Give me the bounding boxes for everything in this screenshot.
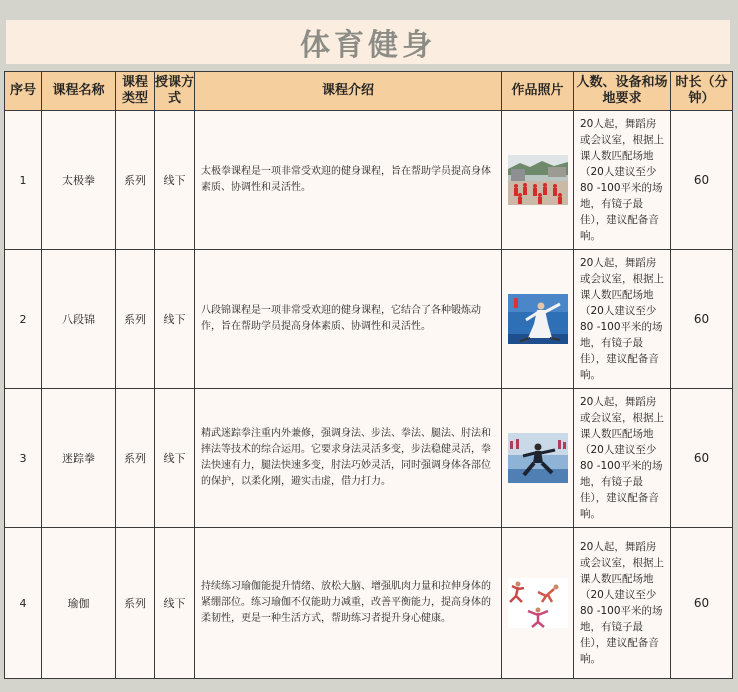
cell-duration: 60: [671, 389, 733, 528]
cell-duration: 60: [671, 528, 733, 679]
cell-intro: 精武迷踪拳注重内外兼修，强调身法、步法、拳法、腿法、肘法和摔法等技术的综合运用。它要求身法灵活多变，步法稳健灵活，拳法快速有力，腿法快速多变，肘法巧妙灵活，同时强调身体各部位的保护，以柔化刚，避实击虚，借力打力。: [195, 389, 502, 528]
page-title: 体育健身: [300, 28, 436, 63]
baduanjin-photo: [508, 294, 568, 344]
mizongquan-photo: [508, 433, 568, 483]
cell-intro: 八段锦课程是一项非常受欢迎的健身课程，它结合了各种锻炼动作，旨在帮助学员提高身体素质、协调性和灵活性。: [195, 250, 502, 389]
cell-req: 20人起，舞蹈房或会议室，根据上课人数匹配场地（20人建议至少 80 -100平米的场地，有镜子最佳），建议配备音响。: [574, 111, 671, 250]
cell-duration: 60: [671, 111, 733, 250]
cell-name: 迷踪拳: [42, 389, 116, 528]
cell-req: 20人起，舞蹈房或会议室，根据上课人数匹配场地（20人建议至少 80 -100平米的场地，有镜子最佳），建议配备音响。: [574, 528, 671, 679]
cell-intro: 持续练习瑜伽能提升情绪、放松大脑、增强肌肉力量和拉伸身体的紧绷部位。练习瑜伽不仅能助力减重，改善平衡能力，提高身体的柔韧性，更是一种生活方式，帮助练习者提升身心健康。: [195, 528, 502, 679]
table-row: [5, 389, 733, 528]
header-duration: 时长（分钟）: [671, 72, 733, 111]
cell-mode: 线下: [155, 389, 195, 528]
cell-no: 2: [5, 250, 42, 389]
title-banner: [6, 20, 730, 64]
cell-intro: 太极拳课程是一项非常受欢迎的健身课程，旨在帮助学员提高身体素质、协调性和灵活性。: [195, 111, 502, 250]
course-table: [4, 71, 733, 679]
table-row: [5, 528, 733, 679]
header-req: 人数、设备和场地要求: [574, 72, 671, 111]
cell-req: 20人起，舞蹈房或会议室，根据上课人数匹配场地（20人建议至少 80 -100平米的场地，有镜子最佳），建议配备音响。: [574, 250, 671, 389]
cell-name: 太极拳: [42, 111, 116, 250]
cell-type: 系列: [116, 111, 155, 250]
taichi-group-photo: [508, 155, 568, 205]
cell-no: 1: [5, 111, 42, 250]
table-row: [5, 250, 733, 389]
cell-name: 八段锦: [42, 250, 116, 389]
cell-type: 系列: [116, 528, 155, 679]
yoga-poses-photo: [508, 578, 568, 628]
cell-type: 系列: [116, 250, 155, 389]
header-type: 课程类型: [116, 72, 155, 111]
header-intro: 课程介绍: [195, 72, 502, 111]
cell-mode: 线下: [155, 250, 195, 389]
header-mode: 授课方式: [155, 72, 195, 111]
cell-photo: [502, 528, 574, 679]
cell-photo: [502, 389, 574, 528]
cell-req: 20人起，舞蹈房或会议室，根据上课人数匹配场地（20人建议至少 80 -100平米的场地，有镜子最佳），建议配备音响。: [574, 389, 671, 528]
cell-name: 瑜伽: [42, 528, 116, 679]
header-photo: 作品照片: [502, 72, 574, 111]
cell-mode: 线下: [155, 111, 195, 250]
header-no: 序号: [5, 72, 42, 111]
cell-no: 4: [5, 528, 42, 679]
header-name: 课程名称: [42, 72, 116, 111]
header-row: [5, 72, 733, 111]
cell-duration: 60: [671, 250, 733, 389]
cell-no: 3: [5, 389, 42, 528]
cell-mode: 线下: [155, 528, 195, 679]
cell-photo: [502, 250, 574, 389]
cell-type: 系列: [116, 389, 155, 528]
cell-photo: [502, 111, 574, 250]
table-row: [5, 111, 733, 250]
